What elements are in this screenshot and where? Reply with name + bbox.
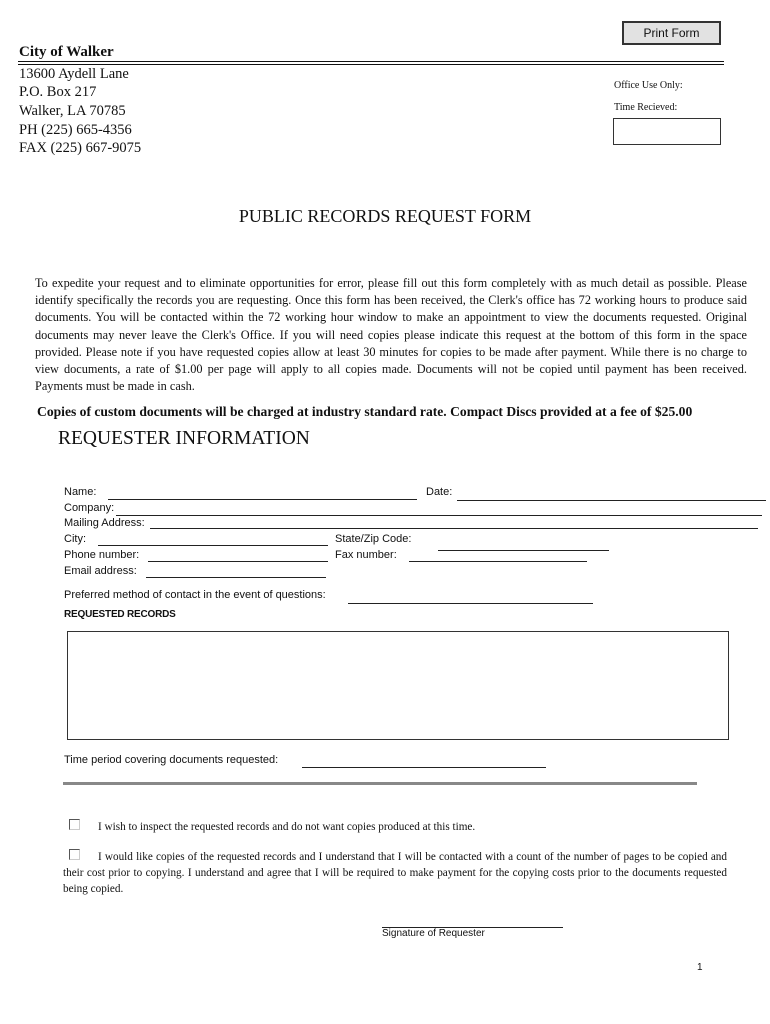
- requested-records-textarea[interactable]: [67, 631, 729, 740]
- state-zip-field[interactable]: [438, 550, 609, 551]
- address-line-phone: PH (225) 665-4356: [19, 122, 132, 138]
- requester-information-heading: REQUESTER INFORMATION: [58, 428, 310, 449]
- address-line-fax: FAX (225) 667-9075: [19, 140, 142, 156]
- time-received-box[interactable]: [613, 118, 721, 145]
- date-label: Date:: [426, 486, 453, 498]
- address-line-street: 13600 Aydell Lane: [19, 66, 129, 82]
- state-zip-label: State/Zip Code:: [335, 533, 412, 545]
- name-label: Name:: [64, 486, 97, 498]
- city-label: City:: [64, 533, 86, 545]
- fax-number-label: Fax number:: [335, 549, 397, 561]
- office-use-only-label: Office Use Only:: [614, 80, 683, 91]
- header-rule-bottom: [18, 64, 724, 65]
- request-copies-label: I would like copies of the requested records and I understand that I will be contacted with a count of the number of pages to be copied and their cost prior to copying. I understand and agree that I will be required to make payment for the copying costs prior to the documents requested being copied.: [63, 851, 727, 895]
- city-field[interactable]: [98, 545, 328, 546]
- phone-number-label: Phone number:: [64, 549, 140, 561]
- address-line-po-box: P.O. Box 217: [19, 84, 97, 100]
- time-period-field[interactable]: [302, 767, 546, 768]
- email-address-field[interactable]: [146, 577, 326, 578]
- inspect-only-checkbox[interactable]: [69, 819, 80, 830]
- time-received-label: Time Recieved:: [614, 102, 678, 113]
- organization-name: City of Walker: [19, 44, 114, 60]
- fee-notice: Copies of custom documents will be charged at industry standard rate. Compact Discs provided at a fee of $25.00: [37, 404, 693, 419]
- inspect-only-label: I wish to inspect the requested records and do not want copies produced at this time.: [98, 821, 476, 833]
- contact-method-field[interactable]: [348, 603, 593, 604]
- email-address-label: Email address:: [64, 565, 137, 577]
- page-number: 1: [697, 962, 703, 973]
- header-rule-top: [18, 61, 724, 62]
- time-period-label: Time period covering documents requested:: [64, 754, 279, 766]
- company-label: Company:: [64, 502, 115, 514]
- signature-label: Signature of Requester: [382, 928, 485, 939]
- address-line-city: Walker, LA 70785: [19, 103, 126, 119]
- name-field[interactable]: [108, 499, 417, 500]
- phone-number-field[interactable]: [148, 561, 328, 562]
- company-field[interactable]: [116, 515, 762, 516]
- form-title: PUBLIC RECORDS REQUEST FORM: [238, 206, 532, 226]
- mailing-address-label: Mailing Address:: [64, 517, 145, 529]
- section-divider: [63, 782, 697, 785]
- instructions-paragraph: To expedite your request and to eliminate opportunities for error, please fill out this form completely with as much detail as possible. Please identify specifically the records you are requesting. Once this form has been received, the Clerk's office has 72 working hours to produce said documents. You will be contacted within the 72 working hour window to make an appointment to view the documents requested. Original documents may never leave the Clerk's Office. If you will need copies please indicate this request at the bottom of this form in the space provided. Please note if you have requested copies allow at least 30 minutes for copies to be made after payment. While there is no charge to view documents, a rate of $1.00 per page will apply to all copies made. Documents will not be copied until payment has been received. Payments must be made in cash.: [35, 276, 747, 394]
- date-field[interactable]: [457, 500, 766, 501]
- mailing-address-field[interactable]: [150, 528, 758, 529]
- contact-method-label: Preferred method of contact in the event of questions:: [64, 589, 326, 601]
- requested-records-label: REQUESTED RECORDS: [64, 609, 176, 620]
- fax-number-field[interactable]: [409, 561, 587, 562]
- print-form-button[interactable]: Print Form: [622, 21, 721, 45]
